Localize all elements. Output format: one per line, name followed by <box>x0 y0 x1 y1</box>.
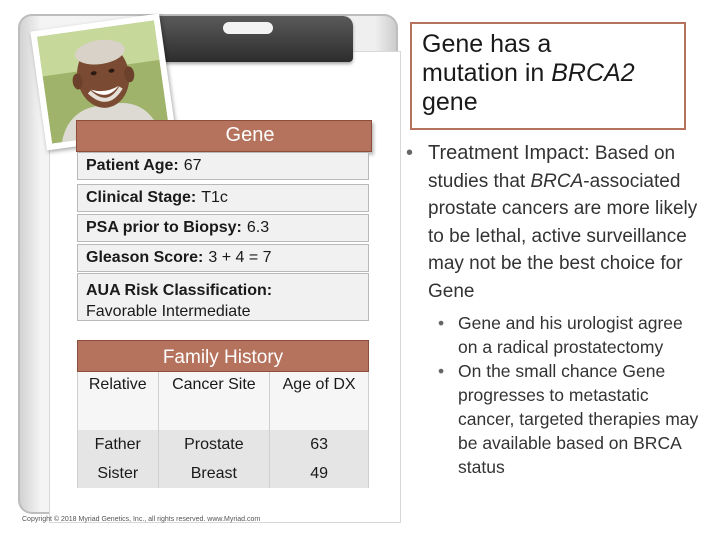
aua-risk-value: Favorable Intermediate <box>86 303 251 320</box>
callout-gene-name: BRCA2 <box>551 59 635 87</box>
sub-bullet-text: Gene and his urologist agree on a radical prostatectomy <box>458 313 683 357</box>
sub-bullets <box>406 311 706 479</box>
sub-bullet-item <box>406 359 706 479</box>
treatment-impact-text-1: Based on studies that <box>428 143 676 192</box>
patient-age-label: Patient Age: <box>86 157 179 174</box>
psa-label: PSA prior to Biopsy: <box>86 219 242 236</box>
cell-age-of-dx: 49 <box>270 459 369 488</box>
psa-row <box>77 214 369 242</box>
bullet-marker: • <box>406 142 414 164</box>
cell-relative: Sister <box>78 459 159 488</box>
clinical-stage-label: Clinical Stage: <box>86 189 197 206</box>
gleason-row <box>77 244 369 272</box>
clipboard-clip-hole <box>223 22 273 34</box>
clinical-stage-row <box>77 184 369 212</box>
sub-bullet-item <box>406 311 706 359</box>
column-header-relative: Relative <box>78 372 159 430</box>
bullet-marker: • <box>438 361 445 381</box>
clinical-stage-value: T1c <box>201 189 228 206</box>
gleason-value: 3 + 4 = 7 <box>208 249 272 266</box>
callout-line-2 <box>422 59 674 88</box>
gene-header-bar <box>76 120 372 152</box>
gleason-label: Gleason Score: <box>86 249 204 266</box>
family-history-table <box>77 340 369 494</box>
cell-cancer-site: Breast <box>158 459 270 488</box>
psa-value: 6.3 <box>246 219 270 236</box>
treatment-impact-bullet <box>406 140 706 305</box>
callout-line-3: gene <box>422 88 478 116</box>
column-header-cancer-site: Cancer Site <box>158 372 270 430</box>
patient-age-value: 67 <box>183 157 202 174</box>
cell-cancer-site: Prostate <box>158 430 270 459</box>
callout-line-2-prefix: mutation in <box>422 59 552 87</box>
table-row <box>78 459 369 488</box>
treatment-impact-lead: Treatment Impact: <box>428 142 590 164</box>
treatment-impact-italic: BRCA <box>530 170 584 192</box>
aua-risk-label: AUA Risk Classification: <box>86 282 273 299</box>
copyright-text: Copyright © 2018 Myriad Genetics, Inc., all rights reserved. www.Myriad.com <box>22 516 261 523</box>
treatment-impact-text-2: -associated prostate cancers are more likely to be lethal, active surveillance may not be the best choice for Gene <box>428 170 698 302</box>
gene-header-label: Gene <box>225 124 275 146</box>
table-row <box>78 430 369 459</box>
mutation-callout-box <box>410 22 686 130</box>
family-history-grid <box>77 372 369 488</box>
callout-line-1: Gene has a <box>422 30 552 58</box>
column-header-age-of-dx: Age of DX <box>270 372 369 430</box>
cell-relative: Father <box>78 430 159 459</box>
aua-risk-row <box>77 273 369 321</box>
sub-bullet-text: On the small chance Gene progresses to metastatic cancer, targeted therapies may be available based on BRCA status <box>458 361 699 477</box>
family-history-title: Family History <box>77 340 369 372</box>
cell-age-of-dx: 63 <box>270 430 369 459</box>
patient-age-row <box>77 152 369 180</box>
bullet-marker: • <box>438 313 445 333</box>
treatment-bullets <box>406 140 706 479</box>
